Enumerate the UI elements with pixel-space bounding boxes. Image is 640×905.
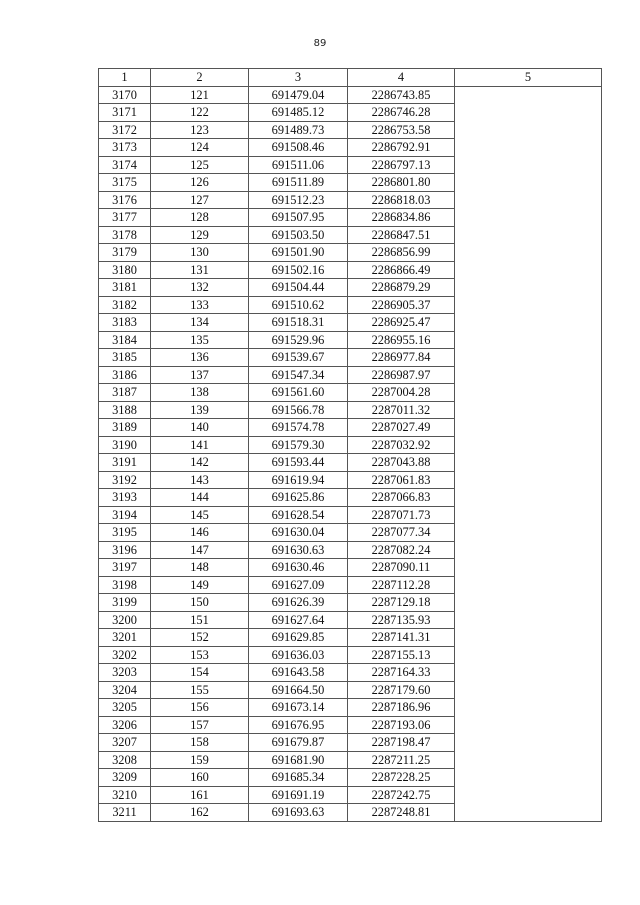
y-coordinate-cell: 2286797.13: [348, 156, 455, 174]
y-coordinate-cell: 2287242.75: [348, 786, 455, 804]
point-number-cell: 137: [151, 366, 249, 384]
x-coordinate-cell: 691507.95: [249, 209, 348, 227]
x-coordinate-cell: 691504.44: [249, 279, 348, 297]
y-coordinate-cell: 2286905.37: [348, 296, 455, 314]
x-coordinate-cell: 691512.23: [249, 191, 348, 209]
y-coordinate-cell: 2286987.97: [348, 366, 455, 384]
x-coordinate-cell: 691510.62: [249, 296, 348, 314]
point-number-cell: 131: [151, 261, 249, 279]
y-coordinate-cell: 2287027.49: [348, 419, 455, 437]
x-coordinate-cell: 691628.54: [249, 506, 348, 524]
x-coordinate-cell: 691625.86: [249, 489, 348, 507]
table-header-row: [99, 69, 602, 87]
y-coordinate-cell: 2287135.93: [348, 611, 455, 629]
point-number-cell: 145: [151, 506, 249, 524]
y-coordinate-cell: 2287155.13: [348, 646, 455, 664]
row-id-cell: 3175: [99, 174, 151, 192]
x-coordinate-cell: 691636.03: [249, 646, 348, 664]
row-id-cell: 3210: [99, 786, 151, 804]
y-coordinate-cell: 2286746.28: [348, 104, 455, 122]
y-coordinate-cell: 2287228.25: [348, 769, 455, 787]
row-id-cell: 3172: [99, 121, 151, 139]
y-coordinate-cell: 2287186.96: [348, 699, 455, 717]
x-coordinate-cell: 691508.46: [249, 139, 348, 157]
row-id-cell: 3198: [99, 576, 151, 594]
y-coordinate-cell: 2287032.92: [348, 436, 455, 454]
row-id-cell: 3177: [99, 209, 151, 227]
row-id-cell: 3186: [99, 366, 151, 384]
point-number-cell: 159: [151, 751, 249, 769]
point-number-cell: 158: [151, 734, 249, 752]
y-coordinate-cell: 2286801.80: [348, 174, 455, 192]
x-coordinate-cell: 691561.60: [249, 384, 348, 402]
row-id-cell: 3203: [99, 664, 151, 682]
x-coordinate-cell: 691693.63: [249, 804, 348, 822]
row-id-cell: 3192: [99, 471, 151, 489]
y-coordinate-cell: 2287061.83: [348, 471, 455, 489]
row-id-cell: 3201: [99, 629, 151, 647]
y-coordinate-cell: 2286818.03: [348, 191, 455, 209]
point-number-cell: 147: [151, 541, 249, 559]
x-coordinate-cell: 691511.89: [249, 174, 348, 192]
point-number-cell: 126: [151, 174, 249, 192]
row-id-cell: 3194: [99, 506, 151, 524]
point-number-cell: 140: [151, 419, 249, 437]
x-coordinate-cell: 691685.34: [249, 769, 348, 787]
row-id-cell: 3193: [99, 489, 151, 507]
row-id-cell: 3184: [99, 331, 151, 349]
row-id-cell: 3196: [99, 541, 151, 559]
point-number-cell: 143: [151, 471, 249, 489]
x-coordinate-cell: 691574.78: [249, 419, 348, 437]
y-coordinate-cell: 2287077.34: [348, 524, 455, 542]
x-coordinate-cell: 691626.39: [249, 594, 348, 612]
row-id-cell: 3200: [99, 611, 151, 629]
y-coordinate-cell: 2287198.47: [348, 734, 455, 752]
x-coordinate-cell: 691673.14: [249, 699, 348, 717]
x-coordinate-cell: 691627.64: [249, 611, 348, 629]
row-id-cell: 3183: [99, 314, 151, 332]
row-id-cell: 3208: [99, 751, 151, 769]
table-row: [99, 86, 602, 104]
row-id-cell: 3174: [99, 156, 151, 174]
y-coordinate-cell: 2287071.73: [348, 506, 455, 524]
point-number-cell: 162: [151, 804, 249, 822]
row-id-cell: 3181: [99, 279, 151, 297]
point-number-cell: 124: [151, 139, 249, 157]
point-number-cell: 139: [151, 401, 249, 419]
y-coordinate-cell: 2286743.85: [348, 86, 455, 104]
column-header-4: 4: [348, 69, 455, 87]
row-id-cell: 3204: [99, 681, 151, 699]
row-id-cell: 3197: [99, 559, 151, 577]
y-coordinate-cell: 2287248.81: [348, 804, 455, 822]
row-id-cell: 3178: [99, 226, 151, 244]
column-header-3: 3: [249, 69, 348, 87]
x-coordinate-cell: 691679.87: [249, 734, 348, 752]
x-coordinate-cell: 691681.90: [249, 751, 348, 769]
x-coordinate-cell: 691579.30: [249, 436, 348, 454]
x-coordinate-cell: 691479.04: [249, 86, 348, 104]
row-id-cell: 3190: [99, 436, 151, 454]
y-coordinate-cell: 2287082.24: [348, 541, 455, 559]
row-id-cell: 3199: [99, 594, 151, 612]
column-header-1: 1: [99, 69, 151, 87]
x-coordinate-cell: 691511.06: [249, 156, 348, 174]
row-id-cell: 3187: [99, 384, 151, 402]
y-coordinate-cell: 2287043.88: [348, 454, 455, 472]
row-id-cell: 3176: [99, 191, 151, 209]
x-coordinate-cell: 691547.34: [249, 366, 348, 384]
x-coordinate-cell: 691630.63: [249, 541, 348, 559]
row-id-cell: 3205: [99, 699, 151, 717]
row-id-cell: 3191: [99, 454, 151, 472]
point-number-cell: 135: [151, 331, 249, 349]
table-body: [99, 86, 602, 821]
y-coordinate-cell: 2286925.47: [348, 314, 455, 332]
row-id-cell: 3179: [99, 244, 151, 262]
row-id-cell: 3173: [99, 139, 151, 157]
x-coordinate-cell: 691676.95: [249, 716, 348, 734]
x-coordinate-cell: 691539.67: [249, 349, 348, 367]
x-coordinate-cell: 691502.16: [249, 261, 348, 279]
row-id-cell: 3202: [99, 646, 151, 664]
y-coordinate-cell: 2287112.28: [348, 576, 455, 594]
row-id-cell: 3189: [99, 419, 151, 437]
x-coordinate-cell: 691593.44: [249, 454, 348, 472]
row-id-cell: 3195: [99, 524, 151, 542]
point-number-cell: 152: [151, 629, 249, 647]
x-coordinate-cell: 691627.09: [249, 576, 348, 594]
x-coordinate-cell: 691489.73: [249, 121, 348, 139]
y-coordinate-cell: 2287066.83: [348, 489, 455, 507]
page-number: 89: [313, 38, 327, 49]
x-coordinate-cell: 691630.46: [249, 559, 348, 577]
y-coordinate-cell: 2287211.25: [348, 751, 455, 769]
point-number-cell: 153: [151, 646, 249, 664]
notes-cell: [455, 86, 602, 821]
x-coordinate-cell: 691630.04: [249, 524, 348, 542]
point-number-cell: 156: [151, 699, 249, 717]
x-coordinate-cell: 691529.96: [249, 331, 348, 349]
point-number-cell: 127: [151, 191, 249, 209]
point-number-cell: 121: [151, 86, 249, 104]
point-number-cell: 149: [151, 576, 249, 594]
point-number-cell: 133: [151, 296, 249, 314]
point-number-cell: 157: [151, 716, 249, 734]
y-coordinate-cell: 2286856.99: [348, 244, 455, 262]
point-number-cell: 130: [151, 244, 249, 262]
row-id-cell: 3171: [99, 104, 151, 122]
y-coordinate-cell: 2286977.84: [348, 349, 455, 367]
point-number-cell: 155: [151, 681, 249, 699]
row-id-cell: 3188: [99, 401, 151, 419]
y-coordinate-cell: 2287141.31: [348, 629, 455, 647]
x-coordinate-cell: 691691.19: [249, 786, 348, 804]
row-id-cell: 3209: [99, 769, 151, 787]
point-number-cell: 142: [151, 454, 249, 472]
point-number-cell: 125: [151, 156, 249, 174]
y-coordinate-cell: 2286866.49: [348, 261, 455, 279]
point-number-cell: 122: [151, 104, 249, 122]
x-coordinate-cell: 691501.90: [249, 244, 348, 262]
point-number-cell: 132: [151, 279, 249, 297]
point-number-cell: 160: [151, 769, 249, 787]
point-number-cell: 144: [151, 489, 249, 507]
y-coordinate-cell: 2286847.51: [348, 226, 455, 244]
point-number-cell: 154: [151, 664, 249, 682]
row-id-cell: 3211: [99, 804, 151, 822]
y-coordinate-cell: 2286955.16: [348, 331, 455, 349]
x-coordinate-cell: 691485.12: [249, 104, 348, 122]
point-number-cell: 146: [151, 524, 249, 542]
y-coordinate-cell: 2286834.86: [348, 209, 455, 227]
point-number-cell: 141: [151, 436, 249, 454]
y-coordinate-cell: 2287179.60: [348, 681, 455, 699]
x-coordinate-cell: 691629.85: [249, 629, 348, 647]
x-coordinate-cell: 691664.50: [249, 681, 348, 699]
point-number-cell: 161: [151, 786, 249, 804]
row-id-cell: 3170: [99, 86, 151, 104]
y-coordinate-cell: 2287129.18: [348, 594, 455, 612]
row-id-cell: 3206: [99, 716, 151, 734]
x-coordinate-cell: 691643.58: [249, 664, 348, 682]
y-coordinate-cell: 2287090.11: [348, 559, 455, 577]
x-coordinate-cell: 691518.31: [249, 314, 348, 332]
point-number-cell: 150: [151, 594, 249, 612]
y-coordinate-cell: 2287011.32: [348, 401, 455, 419]
point-number-cell: 134: [151, 314, 249, 332]
row-id-cell: 3180: [99, 261, 151, 279]
y-coordinate-cell: 2287193.06: [348, 716, 455, 734]
column-header-5: 5: [455, 69, 602, 87]
point-number-cell: 151: [151, 611, 249, 629]
y-coordinate-cell: 2286879.29: [348, 279, 455, 297]
point-number-cell: 128: [151, 209, 249, 227]
point-number-cell: 148: [151, 559, 249, 577]
x-coordinate-cell: 691619.94: [249, 471, 348, 489]
coordinates-table: [98, 68, 602, 822]
column-header-2: 2: [151, 69, 249, 87]
y-coordinate-cell: 2286792.91: [348, 139, 455, 157]
y-coordinate-cell: 2287164.33: [348, 664, 455, 682]
row-id-cell: 3182: [99, 296, 151, 314]
point-number-cell: 136: [151, 349, 249, 367]
y-coordinate-cell: 2286753.58: [348, 121, 455, 139]
point-number-cell: 123: [151, 121, 249, 139]
point-number-cell: 129: [151, 226, 249, 244]
row-id-cell: 3185: [99, 349, 151, 367]
y-coordinate-cell: 2287004.28: [348, 384, 455, 402]
row-id-cell: 3207: [99, 734, 151, 752]
x-coordinate-cell: 691503.50: [249, 226, 348, 244]
point-number-cell: 138: [151, 384, 249, 402]
x-coordinate-cell: 691566.78: [249, 401, 348, 419]
